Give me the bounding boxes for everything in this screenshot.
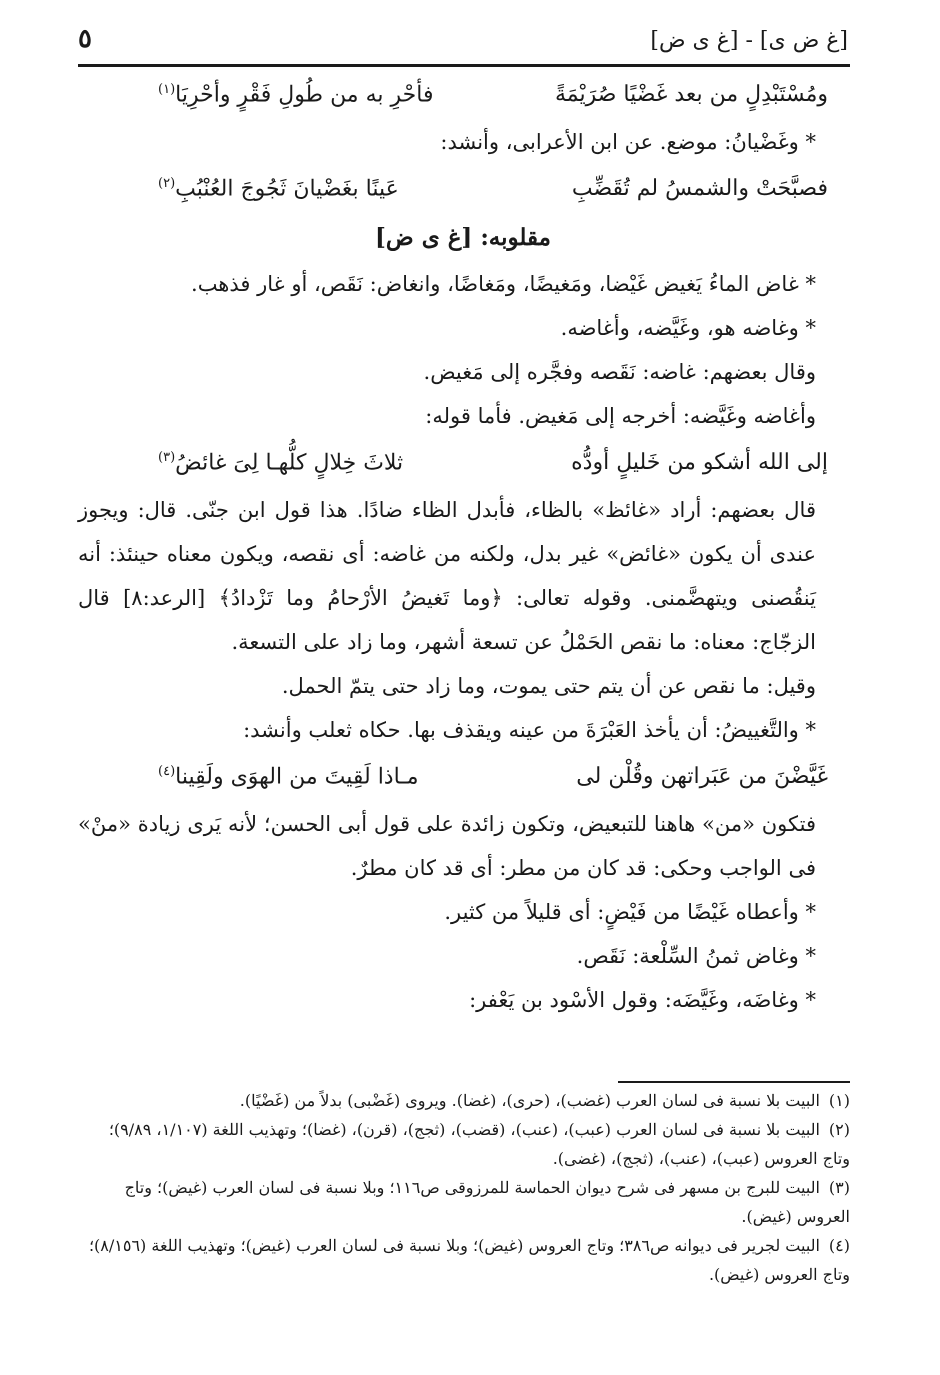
verse-hemistich-left: عَينًا بغَضْيانَ ثَجُوجَ العُنْبُبِ$^{(٢)}$ xyxy=(158,176,399,202)
footnote-ref: (٣) xyxy=(158,450,176,465)
verse-hemistich-left: مـاذا لَقِيتَ من الهوَى ولَقِينا$^{(٤)}$ xyxy=(158,764,419,790)
verse-hemistich-right: غَيَّضْنَ من عَبَراتهن وقُلْن لى xyxy=(576,764,828,789)
footnote-number: (٤) xyxy=(828,1236,850,1255)
verse-hemistich-right: إلى الله أشكو من خَليلٍ أودُّه xyxy=(571,450,828,475)
running-header xyxy=(78,22,848,58)
verse-hemistich-left: فأحْرِ به من طُولِ فَقْرٍ وأحْرِيَا$^{(١)}$ xyxy=(158,82,434,108)
footnote-text: البيت بلا نسبة فى لسان العرب (عبب)، (عنب)، (قضب)، (ثجج)، (قرن)، (غضا)؛ وتهذيب اللغة (١/١٠٧، ٩/٨٩)؛ وتاج العروس (عبب)، (عنب)، (ثجج)، (غضى). xyxy=(108,1120,850,1168)
paragraph: * غاض الماءُ يَغيض غَيْضا، ومَغيضًا، ومَغاضًا، وانغاض: نَقَص، أو غار فذهب. xyxy=(191,272,816,296)
footnote-text: البيت للبرج بن مسهر فى شرح ديوان الحماسة للمرزوقى ص١١٦؛ وبلا نسبة فى لسان العرب (غيض)؛ وتاج العروس (غيض). xyxy=(124,1178,850,1226)
paragraph: * وغاض ثمنُ السِّلْعة: نَقَص. xyxy=(576,944,816,968)
footnote-ref: (٢) xyxy=(158,176,176,191)
page-number: ٥ xyxy=(78,24,92,54)
verse-hemistich-right: ومُسْتَبْدِلٍ من بعد غَضْيًا صُرَيْمَةً xyxy=(554,82,828,107)
verse-3 xyxy=(78,438,848,488)
footnote xyxy=(78,1086,850,1115)
paragraph: فتكون «من» هاهنا للتبعيض، وتكون زائدة على قول أبى الحسن؛ لأنه يَرى زيادة «منْ» فى الواجب وحكى: قد كان من مطر: أى قد كان مطرٌ. xyxy=(78,812,816,880)
paragraph: وقال بعضهم: غاضه: نَقَصه وفجَّره إلى مَغيض. xyxy=(423,360,816,384)
section-heading: مقلوبه: [غ ى ض] xyxy=(375,224,551,251)
footnote-ref: (٤) xyxy=(158,764,176,779)
verse-2 xyxy=(78,164,848,214)
footnote xyxy=(78,1173,850,1231)
paragraph: * والتَّغييضُ: أن يأخذ العَبْرَةَ من عينه ويقذف بها. حكاه ثعلب وأنشد: xyxy=(243,718,816,742)
verse-4 xyxy=(78,752,848,802)
paragraph: * وأعطاه غَيْضًا من فَيْضٍ: أى قليلاً من كثير. xyxy=(444,900,816,924)
footnote-ref: (١) xyxy=(158,82,176,97)
footnote-rule xyxy=(618,1081,850,1083)
footnote-text: البيت بلا نسبة فى لسان العرب (غضب)، (حرى)، (غضا). ويروى (غَضْبى) بدلاً من (غَضْيًا). xyxy=(239,1091,820,1110)
verse-hemistich-right: فصبَّحَتْ والشمسُ لم تُقَضِّبِ xyxy=(571,176,828,201)
footnote-text: البيت لجرير فى ديوانه ص٣٨٦؛ وتاج العروس (غيض)؛ وبلا نسبة فى لسان العرب (غيض)؛ وتهذيب اللغة (٨/١٥٦)؛ وتاج العروس (غيض). xyxy=(88,1236,850,1284)
verse-1 xyxy=(78,70,848,120)
paragraph: * وغَضْيانُ: موضع. عن ابن الأعرابى، وأنشد: xyxy=(440,130,816,154)
paragraph: قال بعضهم: أراد «غائظ» بالظاء، فأبدل الظاء ضادًا. هذا قول ابن جنّى. قال: ويجوز عندى أن يكون «غائض» غير بدل، ولكنه من غاضه: أى نقصه، ويكون معناه حينئذ: أنه يَنقُصنى ويتهضَّمنى. وقوله تعالى: ﴿وما تَغيضُ الأرْحامُ وما تَزْدادُ﴾ [الرعد:٨] قال الزجّاج: معناه: ما نقص الحَمْلُ عن تسعة أشهر، وما زاد على التسعة. xyxy=(78,498,816,654)
footnote-number: (٣) xyxy=(828,1178,850,1197)
header-title: [غ ض ى] - [غ ى ض] xyxy=(650,28,848,53)
footnote xyxy=(78,1231,850,1289)
footnote-number: (٢) xyxy=(828,1120,850,1139)
paragraph: وأغاضه وغَيَّضه: أخرجه إلى مَغيض. فأما قوله: xyxy=(425,404,816,428)
paragraph: وقيل: ما نقص عن أن يتم حتى يموت، وما زاد حتى يتمّ الحمل. xyxy=(281,674,816,698)
paragraph: * وغاضَه، وغَيَّضَه: وقول الأسْود بن يَعْفر: xyxy=(469,988,816,1012)
verse-hemistich-left: ثلاثَ خِلالٍ كلُّهـا لِىَ غائضُ$^{(٣)}$ xyxy=(158,450,404,476)
body-text xyxy=(78,70,848,1022)
paragraph: * وغاضه هو، وغَيَّضه، وأغاضه. xyxy=(560,316,816,340)
footnote-number: (١) xyxy=(828,1091,850,1110)
footnotes xyxy=(78,1086,850,1289)
footnote xyxy=(78,1115,850,1173)
header-rule xyxy=(78,64,850,67)
